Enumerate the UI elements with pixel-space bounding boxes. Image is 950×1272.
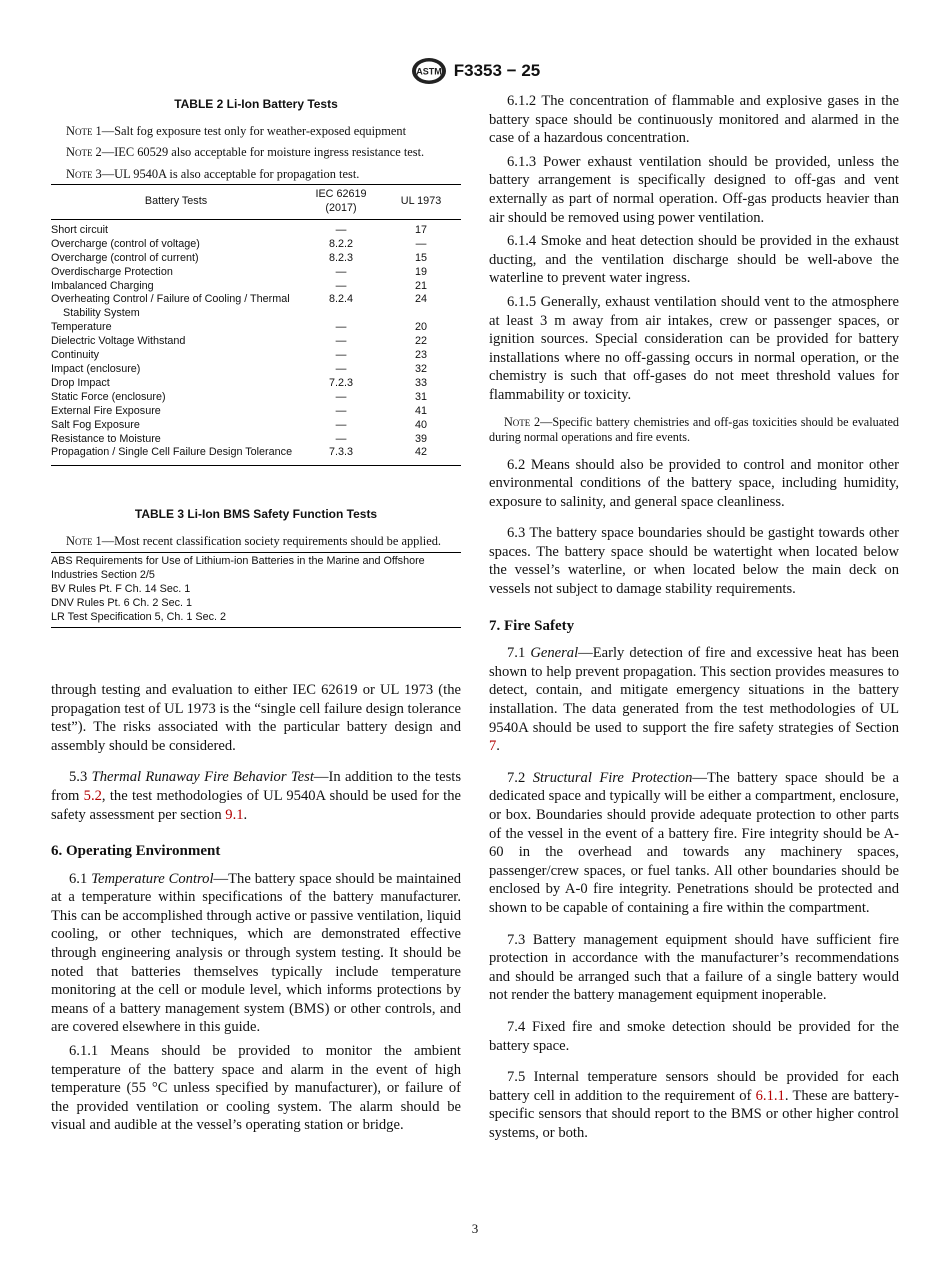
ul-clause-cell: 23 [414,349,427,362]
table-row [51,335,461,349]
requirement-cell: BV Rules Pt. F Ch. 14 Sec. 1 [51,583,191,596]
left-column [51,92,461,1140]
table-row [51,611,461,627]
ul-clause-cell: 20 [414,321,427,334]
iec-clause-cell: — [335,265,347,278]
paragraph-6-1-1: 6.1.1 Means should be provided to monitor the ambient temperature of the battery space and alarm in the event of high temperature (55 °C unless specified by manufacturer), or failure of the provided ventilation or cooling system. The alarm should be visual and audible at the vessel’s operating station or bridge. [51,1043,461,1134]
iec-clause-cell: 8.2.3 [328,251,353,264]
table-row [51,405,461,419]
table2 [51,184,461,466]
battery-test-cell: Impact (enclosure) [51,362,141,375]
battery-test-cell: External Fire Exposure [51,404,161,417]
ul-clause-cell: 15 [414,251,427,264]
iec-clause-cell: 7.2.3 [328,376,353,389]
table2-note-2: Note 2—IEC 60529 also acceptable for moisture ingress resistance test. [66,145,425,160]
requirement-cell: ABS Requirements for Use of Lithium-ion Batteries in the Marine and Offshore Industries Section 2/5 [51,555,425,582]
battery-test-cell: Dielectric Voltage Withstand [51,335,186,348]
iec-clause-cell: — [335,321,347,334]
link-section-7[interactable]: 7 [489,738,497,755]
paragraph-7-3: 7.3 Battery management equipment should have sufficient fire protection in accordance with the manufacturer’s recommendations and should be arranged such that a failure of a single battery would not render the battery management equipment inoperable. [489,931,899,1004]
paragraph-6-1-2: 6.1.2 The concentration of flammable and explosive gases in the battery space should be continuously monitored and alarmed in the case of a hazardous concentration. [489,93,899,147]
battery-test-cell: Salt Fog Exposure [51,418,140,431]
table2-col-header: Battery Tests [51,185,301,220]
iec-clause-cell: — [335,432,347,445]
table-row [51,553,461,583]
ul-clause-cell: 42 [414,446,427,459]
table3-note: Note 1—Most recent classification society requirements should be applied. [66,533,442,548]
battery-test-cell: Overcharge (control of voltage) [51,237,200,250]
table-row [51,363,461,377]
paragraph-7-2: 7.2 Structural Fire Protection—The battery space should be a dedicated space and typically will be either a compartment, enclosure, or box. Boundaries should provide adequate protection to other parts of the vessel in the event of a battery fire. Fire integrity should be A-60 in the overhead and towards any machinery spaces, passenger/crew spaces, or fuel tanks. All other boundaries should be enclosed by A-0 fire integrity. Penetrations should be protected and shown to be capable of containing a fire within the compartment. [489,769,899,916]
table-row [51,252,461,266]
battery-test-cell: Overdischarge Protection [51,265,173,278]
iec-clause-cell: — [335,390,347,403]
table-row [51,597,461,611]
table-row [51,391,461,405]
battery-test-cell: Static Force (enclosure) [51,390,166,403]
ul-clause-cell: 22 [414,335,427,348]
iec-clause-cell: — [335,279,347,292]
table-row [51,583,461,597]
link-6-1-1[interactable]: 6.1.1 [755,1087,785,1104]
battery-test-cell: Continuity [51,349,100,362]
iec-clause-cell: 8.2.2 [328,237,353,250]
table2-body [51,219,461,465]
table-row [51,433,461,447]
table-row [51,321,461,335]
ul-clause-cell: 39 [414,432,427,445]
section-6-heading: 6. Operating Environment [51,843,221,860]
table-row [51,419,461,433]
iec-clause-cell: — [335,223,347,236]
table2-note-1: Note 1—Salt fog exposure test only for weather-exposed equipment [66,123,407,138]
battery-test-cell: Temperature [51,321,112,334]
ul-clause-cell: 33 [414,376,427,389]
paragraph-6-3: 6.3 The battery space boundaries should be gastight towards other spaces. The battery space should be watertight when located below the vessel’s waterline, or when located below the main deck on vessels not subject to damage stability requirements. [489,525,899,598]
iec-clause-cell: — [335,349,347,362]
paragraph-7-5: 7.5 Internal temperature sensors should be provided for each battery cell in addition to the requirement of 6.1.1. These are battery-specific sensors that should report to the BMS or other higher control systems, or both. [489,1069,899,1141]
table-row [51,266,461,280]
table-row [51,377,461,391]
page-header [0,56,950,86]
ul-clause-cell: 21 [414,279,427,292]
paragraph-6-1: 6.1 Temperature Control—The battery space should be maintained at a temperature within specifications of the battery manufacturer. This can be accomplished through active or passive ventilation, liquid cooling, or other techniques, which are demonstrated effective through engineering analysis or through system testing. It should be noted that batteries themselves typically include temperature monitoring at the cell or module level, which informs protections by means of a battery management system (BMS) or other controls, and are covered elsewhere in this guide. [51,870,461,1036]
document-id: F3353 − 25 [453,61,541,80]
iec-clause-cell: — [335,335,347,348]
table3 [51,552,461,628]
astm-logo-icon [410,56,448,86]
ul-clause-cell: 19 [414,265,427,278]
paragraph-7-1: 7.1 General—Early detection of fire and excessive heat has been shown to help prevent propagation. This section provides measures to detect, contain, and mitigate emergency situations in the battery installation. The data generated from the test methodologies of UL 9540A should be used to support the fire safety strategies of Section 7. [489,645,900,755]
table-row [51,349,461,363]
table-row [51,238,461,252]
paragraph-continuation: through testing and evaluation to either IEC 62619 or UL 1973 (the propagation test of UL 1973 is the “single cell failure design tolerance test”). The risks associated with the particular battery design and assembly should be considered. [51,681,461,754]
section-7-heading: 7. Fire Safety [489,617,575,634]
paragraph-6-1-5: 6.1.5 Generally, exhaust ventilation should vent to the atmosphere at least 3 m away from air intakes, crew or passenger spaces, or ignition sources. Special consideration can be provided for battery installations where no off-gassing occurs in normal operation, or the chemistry is such that off-gases do not meet threshold values for flammability or toxicity. [489,293,899,403]
iec-clause-cell: 8.2.4 [328,293,353,306]
battery-test-cell: Overheating Control / Failure of Cooling / Thermal Stability System [51,293,290,320]
battery-test-cell: Overcharge (control of current) [51,251,199,264]
iec-clause-cell: 7.3.3 [328,446,353,459]
paragraph-6-1-3: 6.1.3 Power exhaust ventilation should be provided, unless the battery arrangement is specifically designed to off-gas and vent externally as part of normal operation. Off-gas products heavier than air should be removed using power ventilation. [489,153,899,226]
paragraph-6-1-4: 6.1.4 Smoke and heat detection should be provided in the exhaust ducting, and the ventilation discharge should be well-above the waterline to prevent water ingress. [489,233,899,287]
table-row [51,280,461,294]
ul-clause-cell: 32 [414,362,427,375]
table2-col-header: IEC 62619 (2017) [301,185,381,220]
ul-clause-cell: 24 [414,293,427,306]
battery-test-cell: Resistance to Moisture [51,432,161,445]
table2-col-header: UL 1973 [381,185,461,220]
table2-note-3: Note 3—UL 9540A is also acceptable for propagation test. [66,166,360,181]
battery-test-cell: Drop Impact [51,376,110,389]
table3-body [51,553,461,628]
iec-clause-cell: — [335,418,347,431]
table-row [51,293,461,321]
battery-test-cell: Imbalanced Charging [51,279,154,292]
page-number: 3 [471,1221,479,1236]
ul-clause-cell: 17 [414,223,427,236]
requirement-cell: DNV Rules Pt. 6 Ch. 2 Sec. 1 [51,597,193,610]
ul-clause-cell: 31 [414,390,427,403]
table3-title: TABLE 3 Li-Ion BMS Safety Function Tests [134,507,378,522]
iec-clause-cell: — [335,362,347,375]
paragraph-6-2: 6.2 Means should also be provided to control and monitor other environmental conditions of the battery space, including humidity, exposure to salinity, and general space cleanliness. [489,456,899,510]
ul-clause-cell: 40 [414,418,427,431]
link-5-2[interactable]: 5.2 [83,787,102,804]
table-row [51,219,461,237]
battery-test-cell: Short circuit [51,223,108,236]
svg-text:ASTM: ASTM [416,66,442,77]
table-row [51,446,461,465]
table2-title: TABLE 2 Li-Ion Battery Tests [174,97,338,111]
note-2: Note 2—Specific battery chemistries and off-gas toxicities should be evaluated during normal operations and fire events. [489,414,899,444]
table2-header-row [51,185,461,220]
iec-clause-cell: — [335,404,347,417]
link-9-1[interactable]: 9.1 [225,806,244,823]
ul-clause-cell: 41 [414,404,427,417]
requirement-cell: LR Test Specification 5, Ch. 1 Sec. 2 [51,611,227,624]
paragraph-5-3: 5.3 Thermal Runaway Fire Behavior Test—In addition to the tests from 5.2, the test methodologies of UL 9540A should be used for the safety assessment per section 9.1. [51,769,461,823]
right-column [489,92,899,1148]
paragraph-7-4: 7.4 Fixed fire and smoke detection should be provided for the battery space. [489,1018,899,1054]
battery-test-cell: Propagation / Single Cell Failure Design Tolerance [51,446,293,459]
ul-clause-cell: — [415,237,427,250]
